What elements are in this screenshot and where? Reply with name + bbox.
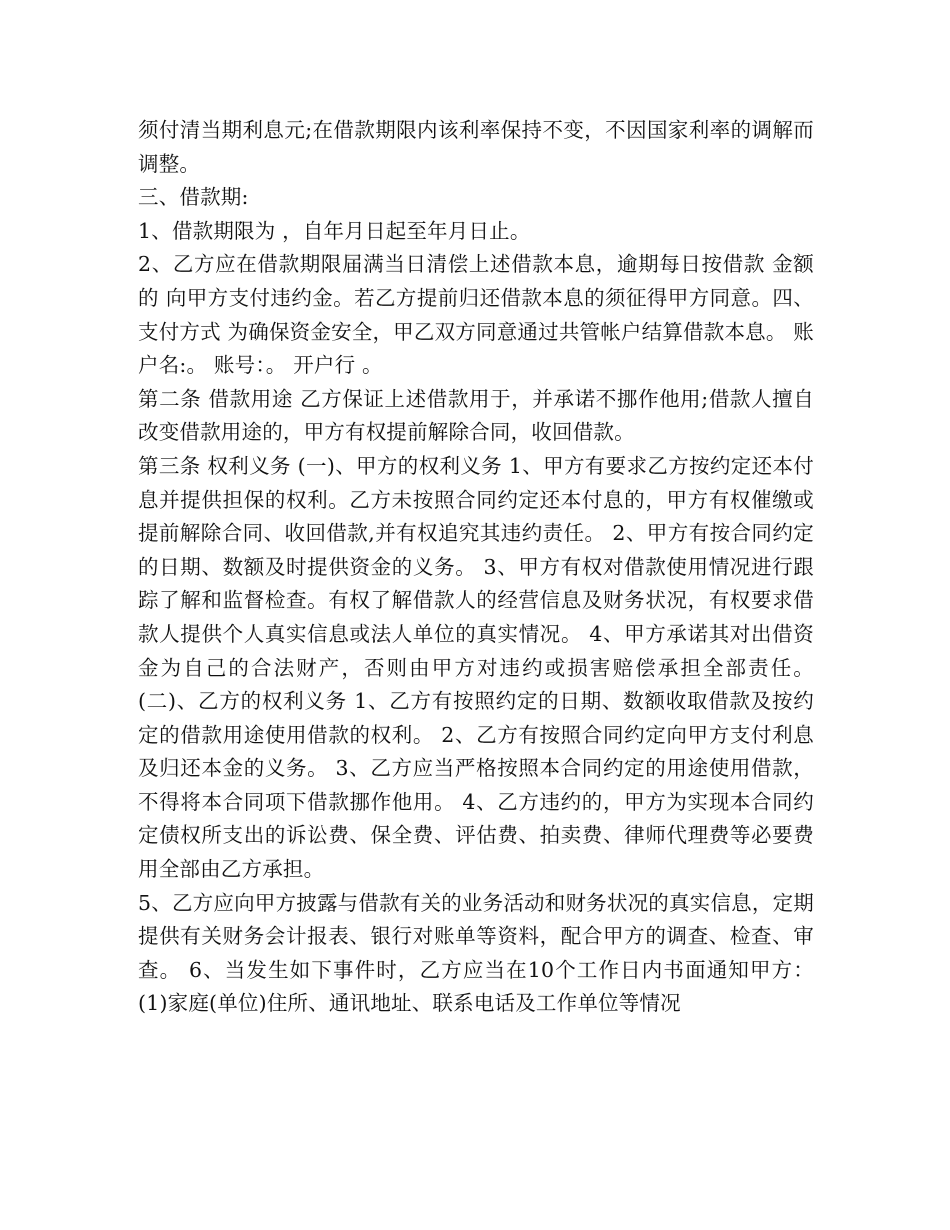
paragraph-article-three-rights-obligations: 第三条 权利义务 (一)、甲方的权利义务 1、甲方有要求乙方按约定还本付息并提供担保的权利。乙方未按照合同约定还本付息的，甲方有权催缴或提前解除合同、收回借款,并有权追究其违约责任。 2、甲方有按合同约定的日期、数额及时提供资金的义务。 3、甲方有权对借款使用情况进行跟踪了解和监督检查。有权了解借款人的经营信息及财务状况，有权要求借款人提供个人真实信息或法人单位的真实情况。 4、甲方承诺其对出借资金为自己的合法财产，否则由甲方对违约或损害赔偿承担全部责任。 (二)、乙方的权利义务 1、乙方有按照约定的日期、数额收取借款及按约定的借款用途使用借款的权利。 2、乙方有按照合同约定向甲方支付利息及归还本金的义务。 3、乙方应当严格按照本合同约定的用途使用借款，不得将本合同项下借款挪作他用。 4、乙方违约的，甲方为实现本合同约定债权所支出的诉讼费、保全费、评估费、拍卖费、律师代理费等必要费用全部由乙方承担。 <box>138 453 814 882</box>
paragraph-loan-term: 1、借款期限为 ，自年月日起至年月日止。 <box>138 218 531 243</box>
document-body <box>138 114 814 1021</box>
paragraph-repayment-and-payment-method: 2、乙方应在借款期限届满当日清偿上述借款本息，逾期每日按借款 金额的 向甲方支付违约金。若乙方提前归还借款本息的须征得甲方同意。四、支付方式 为确保资金安全，甲乙双方同意通过共管帐户结算借款本息。 账户名:。 账号：。 开户行 。 <box>138 252 814 378</box>
paragraph-disclosure-and-notification: 5、乙方应向甲方披露与借款有关的业务活动和财务状况的真实信息，定期提供有关财务会计报表、银行对账单等资料，配合甲方的调查、检查、审查。 6、当发生如下事件时，乙方应当在10个工作日内书面通知甲方： (1)家庭(单位)住所、通讯地址、联系电话及工作单位等情况 <box>138 890 814 1016</box>
paragraph-interest-clause: 须付清当期利息元;在借款期限内该利率保持不变，不因国家利率的调解而调整。 <box>138 118 814 176</box>
paragraph-article-two-loan-purpose: 第二条 借款用途 乙方保证上述借款用于，并承诺不挪作他用;借款人擅自改变借款用途的，甲方有权提前解除合同，收回借款。 <box>138 386 814 445</box>
paragraph-section-heading-loan-term: 三、借款期: <box>138 185 249 210</box>
